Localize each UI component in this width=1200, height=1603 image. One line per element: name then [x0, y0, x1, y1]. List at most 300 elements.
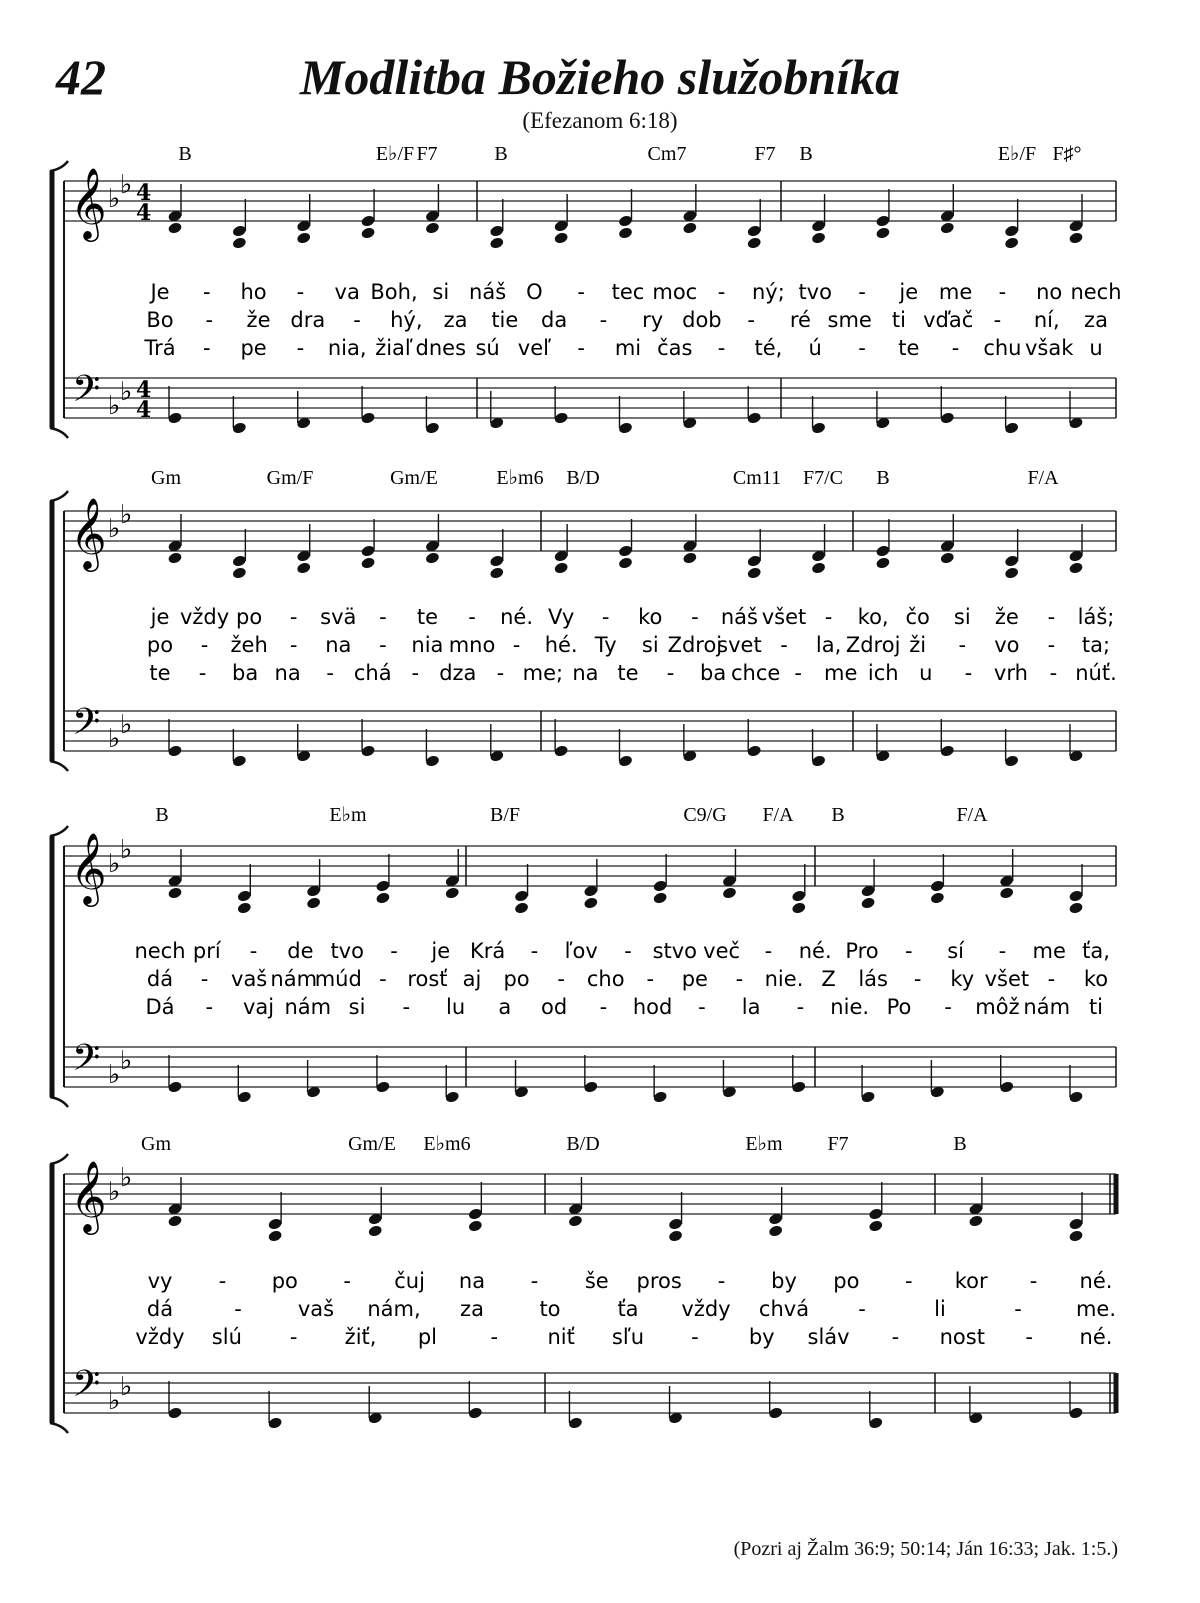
chord-symbol: Gm — [141, 1133, 171, 1155]
treble-clef: 𝄞 — [70, 1159, 107, 1232]
lyric-syllable: - — [289, 605, 298, 629]
lyric-syllable: - — [796, 995, 805, 1019]
lyric-syllable: cho — [586, 967, 625, 991]
treble-notehead — [267, 1229, 282, 1242]
lyric-syllable: lás — [858, 967, 888, 991]
lyric-syllable: vždy — [179, 605, 230, 629]
bass-clef: 𝄢 — [72, 1363, 101, 1414]
chord-symbol: F♯° — [1052, 143, 1082, 165]
lyric-syllable: dá — [146, 967, 174, 991]
treble-notehead — [1004, 566, 1019, 579]
lyric-syllable: Boh, — [370, 280, 418, 304]
lyric-syllable: u — [1089, 336, 1103, 360]
treble-notehead — [875, 226, 890, 239]
lyric-syllable: - — [891, 1325, 900, 1349]
lyric-syllable: - — [993, 308, 1002, 332]
lyric-syllable: - — [824, 605, 833, 629]
lyric-syllable: ti — [891, 308, 906, 332]
time-signature-top: 4 — [136, 377, 152, 403]
treble-notehead — [1068, 561, 1083, 574]
footer-scripture-references: (Pozri aj Žalm 36:9; 50:14; Ján 16:33; Jak. 1:5.) — [733, 1538, 1118, 1560]
treble-notehead — [360, 556, 375, 569]
bass-clef: 𝄢 — [72, 1037, 101, 1088]
lyric-syllable: la — [741, 995, 761, 1019]
treble-notehead — [940, 221, 955, 234]
lyric-syllable: - — [530, 1269, 539, 1293]
bracket-top-curl — [50, 1154, 68, 1164]
lyric-syllable: - — [958, 633, 967, 657]
lyric-syllable: na — [325, 633, 352, 657]
lyric-syllable: - — [1047, 967, 1056, 991]
lyric-syllable: - — [530, 939, 539, 963]
lyric-syllable: né. — [1079, 1269, 1113, 1293]
lyric-syllable: dá — [146, 1297, 174, 1321]
key-signature-flat: ♭ — [120, 710, 133, 740]
lyric-syllable: - — [402, 995, 411, 1019]
treble-notehead — [668, 1229, 683, 1242]
lyric-syllable: te — [617, 661, 639, 685]
bass-clef: 𝄢 — [72, 701, 101, 752]
lyric-syllable: že — [246, 308, 271, 332]
treble-notehead — [514, 901, 529, 914]
lyric-syllable: nie. — [764, 967, 804, 991]
lyric-syllable: pe — [240, 336, 267, 360]
chord-symbol: B — [178, 143, 192, 165]
lyric-syllable: by — [771, 1269, 797, 1293]
lyric-syllable: O — [526, 280, 543, 304]
lyric-syllable: po — [503, 967, 530, 991]
lyric-syllable: tec — [611, 280, 645, 304]
chord-symbol: B/F — [489, 804, 521, 826]
lyric-syllable: - — [858, 280, 866, 304]
lyric-syllable: no — [1036, 280, 1063, 304]
lyric-syllable: tie — [491, 308, 519, 332]
treble-notehead — [1068, 231, 1083, 244]
lyric-syllable: ko — [1083, 967, 1109, 991]
chord-symbol: F/A — [956, 804, 988, 826]
treble-notehead — [167, 551, 182, 564]
lyric-syllable: la, — [815, 633, 842, 657]
song-number: 42 — [56, 49, 106, 105]
lyric-syllable: - — [735, 967, 744, 991]
lyric-syllable: nia, — [327, 336, 367, 360]
lyric-syllable: na — [458, 1269, 486, 1293]
treble-notehead — [811, 231, 826, 244]
lyric-syllable: láš; — [1077, 605, 1115, 629]
lyric-syllable: od — [541, 995, 568, 1019]
lyric-syllable: nám — [270, 967, 318, 991]
lyric-syllable: - — [1014, 1297, 1022, 1321]
lyric-syllable: de — [287, 939, 314, 963]
lyric-syllable: - — [666, 661, 675, 685]
lyric-syllable: - — [599, 308, 608, 332]
treble-notehead — [167, 1214, 182, 1227]
lyric-syllable: - — [905, 1269, 913, 1293]
bracket-top-curl — [50, 826, 68, 836]
lyric-syllable: nám, — [367, 1297, 421, 1321]
treble-notehead — [618, 556, 633, 569]
lyric-syllable: za — [1084, 308, 1108, 332]
bracket-top-curl — [50, 161, 68, 171]
key-signature-flat: ♭ — [108, 1386, 121, 1416]
lyric-syllable: - — [218, 1269, 227, 1293]
key-signature-flat: ♭ — [108, 514, 121, 544]
lyric-syllable: môž — [975, 995, 1020, 1019]
key-signature-flat: ♭ — [108, 184, 121, 214]
chord-symbol: Gm/F — [266, 467, 314, 489]
chord-symbol: E♭m — [745, 1133, 783, 1155]
chord-symbol: Cm7 — [647, 143, 687, 165]
lyric-syllable: si — [348, 995, 366, 1019]
lyric-syllable: Zdroj — [667, 633, 723, 657]
lyric-syllable: veľ — [517, 336, 552, 360]
lyric-syllable: tvo — [330, 939, 364, 963]
treble-notehead — [444, 886, 459, 899]
lyric-syllable: li — [934, 1297, 946, 1321]
lyric-syllable: pe — [681, 967, 708, 991]
lyric-syllable: je — [150, 605, 170, 629]
lyric-syllable: prí — [192, 939, 221, 963]
chord-symbol: E♭/F — [375, 143, 415, 165]
lyric-syllable: - — [577, 336, 585, 360]
lyric-syllable: aj — [462, 967, 482, 991]
lyric-syllable: chu — [983, 336, 1022, 360]
treble-notehead — [489, 566, 504, 579]
key-signature-flat: ♭ — [120, 1372, 133, 1402]
lyric-syllable: nie. — [830, 995, 870, 1019]
treble-notehead — [425, 551, 440, 564]
lyric-syllable: vrh — [993, 661, 1028, 685]
lyric-syllable: me — [938, 280, 973, 304]
chord-symbol: B/D — [566, 467, 600, 489]
lyric-syllable: Vy — [548, 605, 575, 629]
chord-symbol: Gm — [151, 467, 181, 489]
lyric-syllable: nost — [939, 1325, 985, 1349]
lyric-syllable: a — [498, 995, 512, 1019]
lyric-syllable: nám — [1023, 995, 1071, 1019]
lyric-syllable: čo — [905, 605, 930, 629]
key-signature-flat: ♭ — [120, 500, 133, 530]
lyric-syllable: moc — [652, 280, 698, 304]
treble-notehead — [791, 901, 806, 914]
lyric-syllable: ťa — [617, 1297, 639, 1321]
lyric-syllable: te — [149, 661, 171, 685]
lyric-syllable: ú — [808, 336, 822, 360]
lyric-syllable: - — [1029, 1269, 1038, 1293]
lyric-syllable: - — [205, 308, 214, 332]
lyric-syllable: te — [898, 336, 920, 360]
key-signature-flat: ♭ — [108, 849, 121, 879]
lyric-syllable: - — [964, 661, 973, 685]
lyric-syllable: je — [899, 280, 919, 304]
lyric-syllable: - — [468, 605, 476, 629]
treble-notehead — [999, 886, 1014, 899]
lyric-syllable: dob — [682, 308, 722, 332]
lyric-syllable: však — [1024, 336, 1074, 360]
lyric-syllable: - — [858, 336, 866, 360]
chord-symbol: F7/C — [802, 467, 844, 489]
lyric-syllable: dra — [290, 308, 326, 332]
chord-symbol: B — [155, 804, 169, 826]
lyric-syllable: ry — [642, 308, 664, 332]
lyric-syllable: slú — [211, 1325, 242, 1349]
key-signature-flat: ♭ — [120, 835, 133, 865]
lyric-syllable: Krá — [469, 939, 506, 963]
lyric-syllable: nech — [1070, 280, 1122, 304]
lyric-syllable: sľu — [611, 1325, 645, 1349]
lyric-syllable: - — [601, 605, 610, 629]
lyric-syllable: - — [577, 280, 585, 304]
lyric-syllable: - — [289, 633, 298, 657]
chord-symbol: E♭m — [329, 804, 367, 826]
lyric-syllable: čuj — [394, 1269, 425, 1293]
lyric-syllable: - — [780, 633, 788, 657]
treble-clef: 𝄞 — [70, 496, 107, 569]
lyric-syllable: na — [572, 661, 599, 685]
lyric-syllable: nia — [411, 633, 444, 657]
treble-notehead — [468, 1219, 483, 1232]
lyric-syllable: mno — [448, 633, 496, 657]
lyric-syllable: ťa, — [1082, 939, 1110, 963]
treble-notehead — [167, 886, 182, 899]
treble-notehead — [425, 221, 440, 234]
treble-notehead — [375, 891, 390, 904]
lyric-syllable: - — [411, 661, 420, 685]
lyric-syllable: všet — [984, 967, 1030, 991]
treble-notehead — [746, 566, 761, 579]
key-signature-flat: ♭ — [120, 377, 133, 407]
lyric-syllable: za — [460, 1297, 484, 1321]
lyric-syllable: - — [1025, 1325, 1033, 1349]
lyric-syllable: po — [833, 1269, 860, 1293]
lyric-syllable: ky — [950, 967, 975, 991]
time-signature-bottom: 4 — [136, 397, 152, 423]
key-signature-flat: ♭ — [108, 391, 121, 421]
lyric-syllable: ko — [638, 605, 663, 629]
treble-notehead — [1068, 1229, 1083, 1242]
lyric-syllable: - — [1047, 605, 1056, 629]
lyric-syllable: chá — [353, 661, 392, 685]
lyric-syllable: kor — [954, 1269, 988, 1293]
treble-notehead — [232, 566, 247, 579]
treble-notehead — [167, 221, 182, 234]
lyric-syllable: - — [599, 995, 608, 1019]
lyric-syllable: sí — [947, 939, 964, 963]
treble-notehead — [768, 1224, 783, 1237]
lyric-syllable: pros — [636, 1269, 682, 1293]
lyric-syllable: chce — [730, 661, 781, 685]
lyric-syllable: po — [271, 1269, 298, 1293]
lyric-syllable: že — [994, 605, 1019, 629]
lyric-syllable: je — [431, 939, 451, 963]
lyric-syllable: hé. — [544, 633, 578, 657]
lyric-syllable: - — [1047, 633, 1056, 657]
lyric-syllable: čas — [657, 336, 693, 360]
chord-symbol: F/A — [1027, 467, 1059, 489]
lyric-syllable: na — [274, 661, 301, 685]
lyric-syllable: - — [764, 939, 773, 963]
time-signature-bottom: 4 — [136, 200, 152, 226]
lyric-syllable: - — [646, 967, 655, 991]
lyric-syllable: - — [1049, 661, 1058, 685]
lyric-syllable: - — [951, 336, 960, 360]
scripture-reference: (Efezanom 6:18) — [522, 108, 678, 133]
lyric-syllable: svet — [717, 633, 762, 657]
lyric-syllable: pl — [417, 1325, 438, 1349]
bass-clef: 𝄢 — [72, 368, 101, 419]
treble-notehead — [237, 901, 252, 914]
lyric-syllable: vždy — [681, 1297, 731, 1321]
lyric-syllable: hý, — [390, 308, 423, 332]
lyric-syllable: - — [198, 661, 207, 685]
lyric-syllable: Po — [886, 995, 912, 1019]
lyric-syllable: - — [296, 336, 305, 360]
chord-symbol: Cm11 — [732, 467, 782, 489]
lyric-syllable: - — [698, 995, 706, 1019]
lyric-syllable: po — [146, 633, 174, 657]
lyric-syllable: Trá — [144, 336, 176, 360]
key-signature-flat: ♭ — [120, 170, 133, 200]
treble-notehead — [583, 896, 598, 909]
lyric-syllable: ti — [1088, 995, 1104, 1019]
lyric-syllable: - — [913, 967, 922, 991]
lyric-syllable: u — [919, 661, 933, 685]
lyric-syllable: dnes — [415, 336, 467, 360]
lyric-syllable: sme — [827, 308, 872, 332]
treble-notehead — [367, 1224, 382, 1237]
lyric-syllable: svä — [320, 605, 357, 629]
lyric-syllable: - — [858, 1297, 866, 1321]
treble-notehead — [568, 1214, 583, 1227]
lyric-syllable: tvo — [798, 280, 832, 304]
lyric-syllable: si — [641, 633, 659, 657]
lyric-syllable: - — [249, 939, 258, 963]
treble-notehead — [811, 561, 826, 574]
lyric-syllable: nech — [134, 939, 186, 963]
treble-notehead — [968, 1214, 983, 1227]
lyric-syllable: - — [200, 633, 209, 657]
chord-symbol: F7 — [827, 1133, 849, 1155]
key-signature-flat: ♭ — [108, 1060, 121, 1090]
chord-symbol: C9/G — [683, 804, 727, 826]
chord-symbol: F7 — [416, 143, 438, 165]
lyric-syllable: rosť — [407, 967, 448, 991]
bracket-bottom-curl — [50, 1423, 68, 1433]
lyric-syllable: ho — [240, 280, 267, 304]
lyric-syllable: - — [390, 939, 398, 963]
treble-clef: 𝄞 — [70, 831, 107, 904]
treble-notehead — [553, 231, 568, 244]
chord-symbol: B — [953, 1133, 967, 1155]
lyric-syllable: si — [432, 280, 450, 304]
lyric-syllable: né. — [1079, 1325, 1113, 1349]
lyric-syllable: - — [717, 1269, 726, 1293]
treble-notehead — [360, 226, 375, 239]
lyric-syllable: me; — [522, 661, 564, 685]
lyric-syllable: núť. — [1075, 661, 1117, 685]
song-title: Modlitba Božieho služobníka — [299, 49, 901, 105]
lyric-syllable: vaj — [242, 995, 275, 1019]
lyric-syllable: po — [236, 605, 263, 629]
treble-notehead — [652, 891, 667, 904]
lyric-syllable: né. — [798, 939, 832, 963]
lyric-syllable: by — [748, 1325, 775, 1349]
lyric-syllable: me. — [1075, 1297, 1117, 1321]
treble-notehead — [682, 551, 697, 564]
lyric-syllable: za — [443, 308, 468, 332]
treble-notehead — [682, 221, 697, 234]
lyric-syllable: - — [379, 605, 387, 629]
lyric-syllable: ko, — [857, 605, 889, 629]
lyric-syllable: - — [998, 939, 1007, 963]
chord-symbol: B — [799, 143, 813, 165]
bracket-bottom-curl — [50, 1097, 68, 1107]
lyric-syllable: Ty — [594, 633, 617, 657]
lyric-syllable: té, — [754, 336, 783, 360]
treble-notehead — [296, 561, 311, 574]
chord-symbol: F/A — [762, 804, 794, 826]
lyric-syllable: lu — [446, 995, 466, 1019]
lyric-syllable: chvá — [758, 1297, 810, 1321]
treble-notehead — [746, 236, 761, 249]
lyric-syllable: vaš — [231, 967, 268, 991]
lyric-syllable: žeh — [230, 633, 268, 657]
lyric-syllable: Pro — [845, 939, 879, 963]
lyric-syllable: vo — [994, 633, 1020, 657]
treble-notehead — [232, 236, 247, 249]
lyric-syllable: dza — [439, 661, 477, 685]
lyric-syllable: - — [379, 967, 387, 991]
bracket-bottom-curl — [50, 428, 68, 438]
lyric-syllable: Dá — [145, 995, 175, 1019]
lyric-syllable: ži — [909, 633, 927, 657]
lyric-syllable: več — [703, 939, 741, 963]
treble-notehead — [722, 886, 737, 899]
lyric-syllable: - — [905, 939, 913, 963]
lyric-syllable: sláv — [807, 1325, 850, 1349]
lyric-syllable: ba — [699, 661, 727, 685]
key-signature-flat: ♭ — [108, 1177, 121, 1207]
key-signature-flat: ♭ — [120, 1046, 133, 1076]
bracket-top-curl — [50, 491, 68, 501]
lyric-syllable: va — [334, 280, 360, 304]
lyric-syllable: si — [953, 605, 971, 629]
lyric-syllable: vďač — [923, 308, 974, 332]
lyric-syllable: všet — [761, 605, 807, 629]
lyric-syllable: - — [296, 280, 305, 304]
lyric-syllable: - — [289, 1325, 298, 1349]
lyric-syllable: - — [717, 336, 726, 360]
treble-notehead — [306, 896, 321, 909]
lyric-syllable: múd — [314, 967, 362, 991]
treble-notehead — [1068, 901, 1083, 914]
lyric-syllable: vždy — [135, 1325, 185, 1349]
lyric-syllable: - — [203, 280, 211, 304]
lyric-syllable: - — [353, 308, 361, 332]
treble-notehead — [553, 561, 568, 574]
lyric-syllable: hod — [632, 995, 673, 1019]
lyric-syllable: stvo — [652, 939, 698, 963]
lyric-syllable: da — [541, 308, 568, 332]
lyric-syllable: Zdroj — [845, 633, 901, 657]
lyric-syllable: vy — [147, 1269, 173, 1293]
lyric-syllable: - — [717, 280, 726, 304]
treble-notehead — [868, 1219, 883, 1232]
lyric-syllable: me — [1032, 939, 1066, 963]
treble-notehead — [860, 896, 875, 909]
chord-symbol: E♭m6 — [496, 467, 544, 489]
lyric-syllable: niť — [547, 1325, 575, 1349]
